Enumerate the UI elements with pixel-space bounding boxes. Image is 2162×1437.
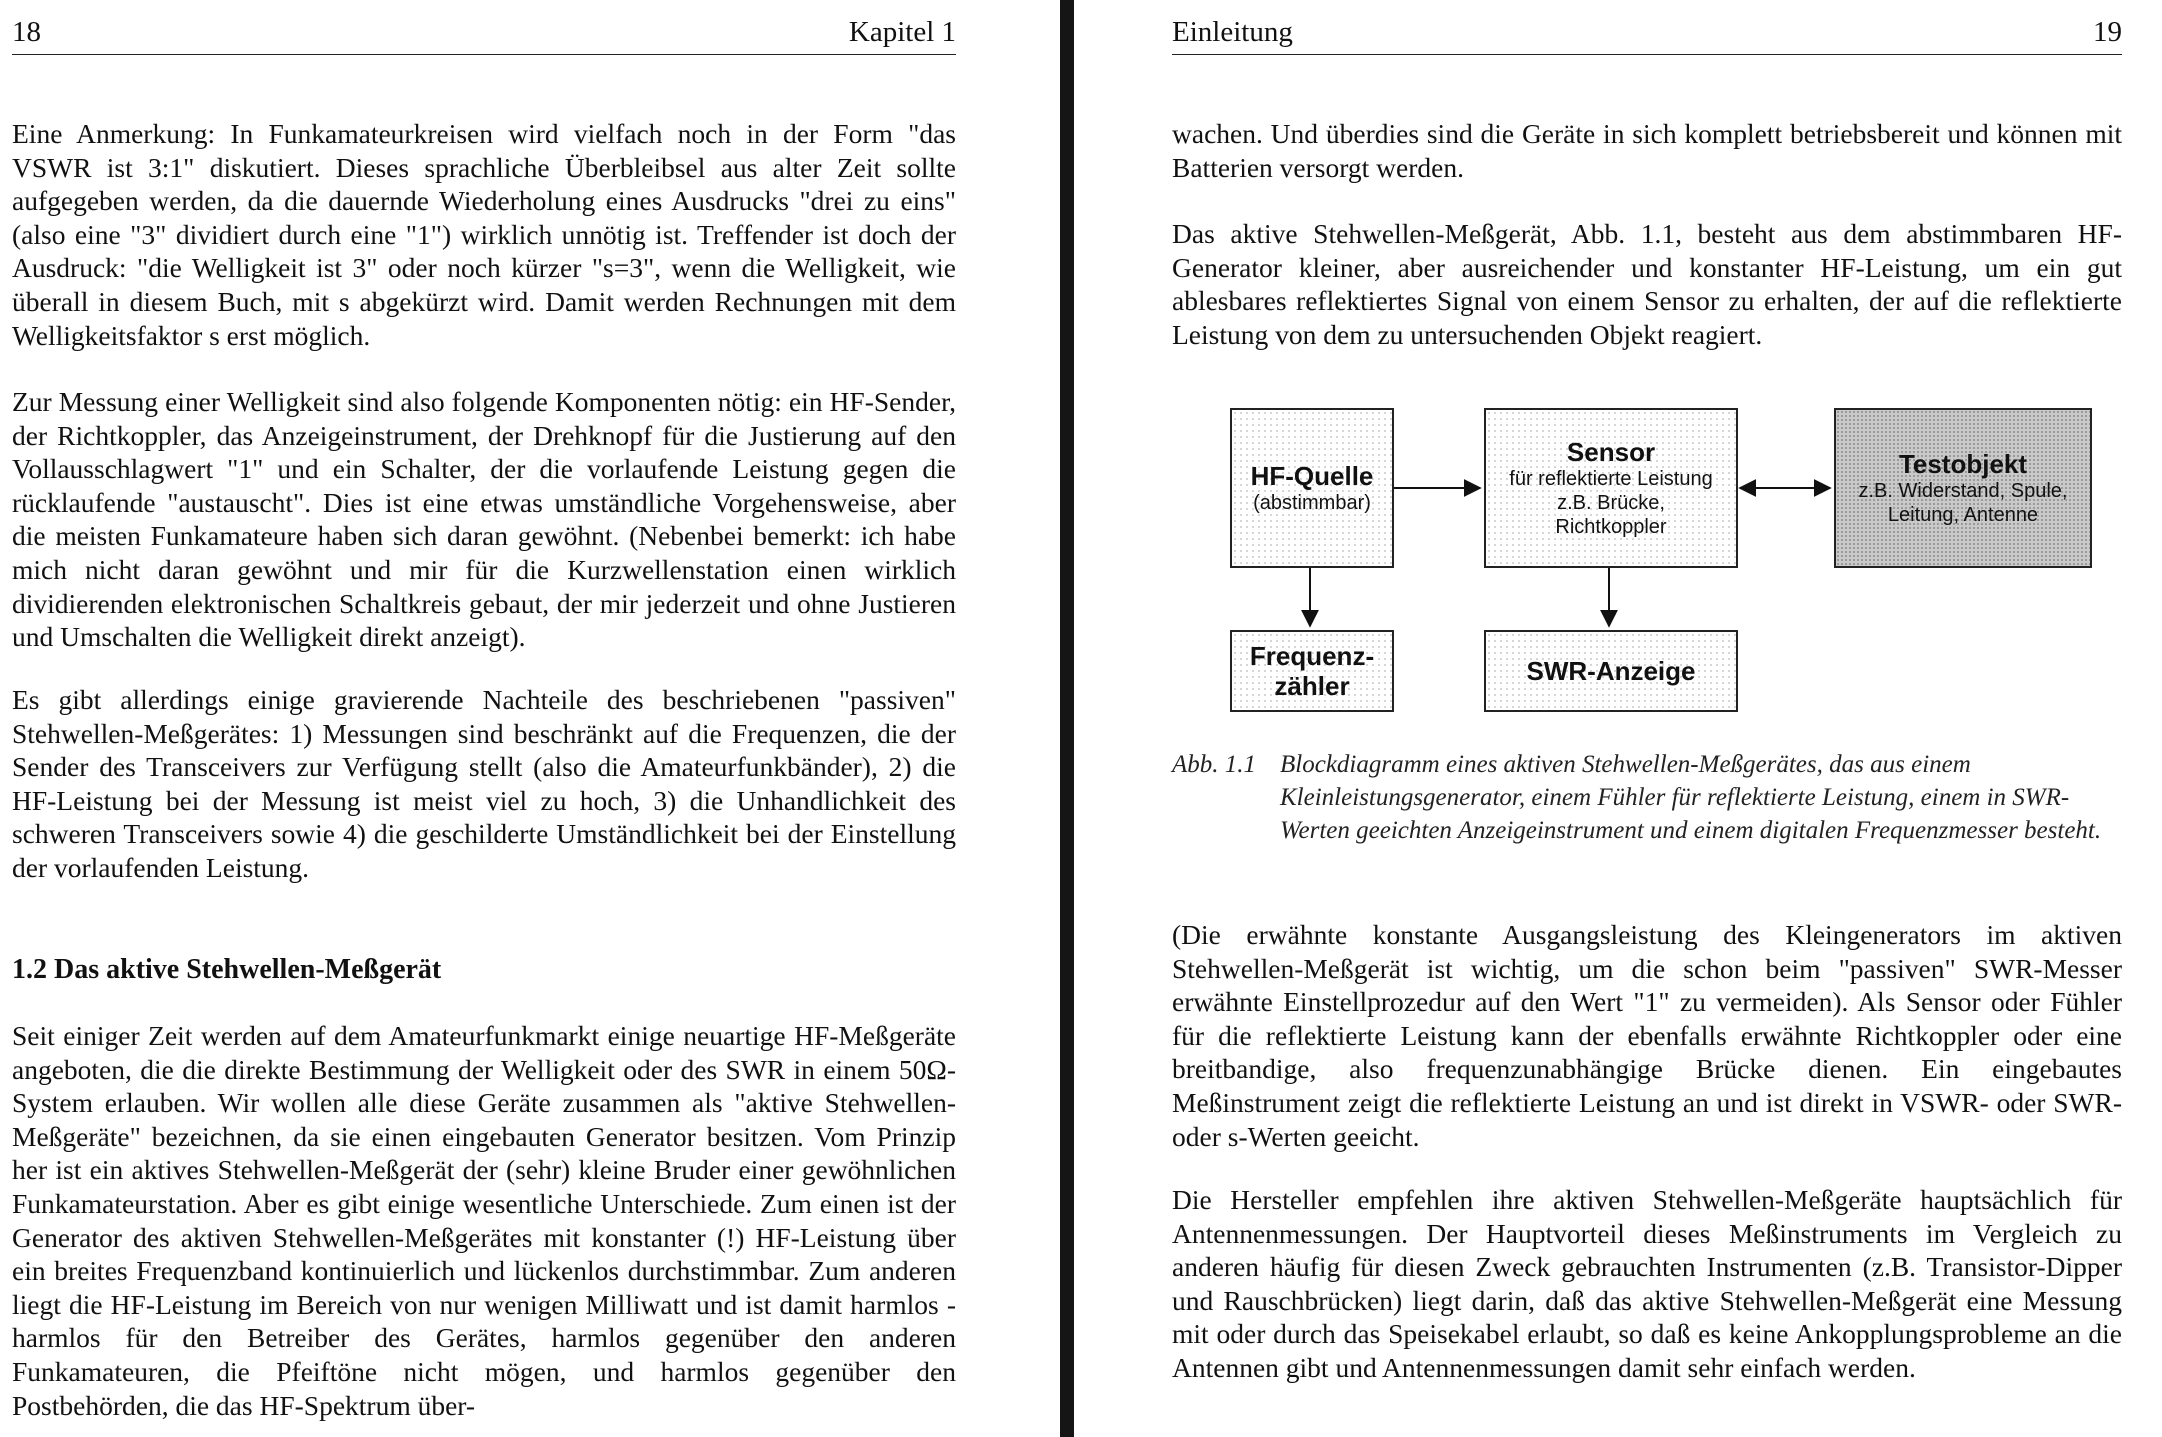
- section-heading: 1.2 Das aktive Stehwellen-Meßgerät: [12, 954, 442, 985]
- left-page: [0, 0, 1055, 1437]
- paragraph: Seit einiger Zeit werden auf dem Amateurfunkmarkt einige neuartige HF-Meßgeräte angeboten, die die direkte Bestimmung der Welligkeit oder des SWR in einem 50Ω-System erlauben. Wir wollen alle diese Geräte zusammen als "aktive Stehwellen-Meßgeräte" bezeichnen, da sie einen eingebauten Generator besitzen. Vom Prinzip her ist ein aktives Stehwellen-Meßgerät der (sehr) kleine Bruder einer gewöhnlichen Funkamateurstation. Aber es gibt einige wesentliche Unterschiede. Zum einen ist der Generator des aktiven Stehwellen-Meßgerätes mit konstanter (!) HF-Leistung über ein breites Frequenzband kontinuierlich und lückenlos durchstimmbar. Zum anderen liegt die HF-Leistung im Bereich von nur wenigen Milliwatt und ist damit harmlos - harmlos für den Betreiber des Gerätes, harmlos gegenüber den anderen Funkamateuren, die Pfeiftöne nicht mögen, und harmlos gegenüber den Postbehörden, die das HF-Spektrum über-: [12, 1020, 956, 1421]
- paragraph: (Die erwähnte konstante Ausgangsleistung des Kleingenerators im aktiven Stehwellen-Meßgerät ist wichtig, um die schon beim "passiven" SWR-Messer erwähnte Einstellprozedur auf den Wert "1" zu vermeiden). Als Sensor oder Fühler für die reflektierte Leistung kann der ebenfalls erwähnte Richtkoppler oder eine breitbandige, also frequenzunabhängige Brücke dienen. Ein eingebautes Meßinstrument zeigt die reflektierte Leistung an und ist direkt in VSWR- oder SWR- oder s-Werten geeicht.: [1172, 919, 2122, 1152]
- book-spine: [1060, 0, 1074, 1437]
- caption-text: Blockdiagramm eines aktiven Stehwellen-Meßgerätes, das aus einem Kleinleistungsgenerator, einem Fühler für reflektierte Leistung, einem in SWR-Werten geeichten Anzeigeinstrument und einem digitalen Frequenzmesser besteht.: [1280, 751, 2102, 844]
- frequenzzaehler-box: Frequenz- zähler: [1230, 630, 1394, 712]
- paragraph: Es gibt allerdings einige gravierende Nachteile des beschriebenen "passiven" Stehwellen-Meßgerätes: 1) Messungen sind beschränkt auf die Frequenzen, die der Sender des Transceivers zur Verfügung stellt (also die Amateurfunkbänder), 2) die HF-Leistung bei der Messung ist meist viel zu hoch, 3) die Unhandlichkeit des schweren Transceivers sowie 4) die geschilderte Umständlichkeit bei der Einstellung der vorlaufenden Leistung.: [12, 684, 956, 883]
- paragraph: Zur Messung einer Welligkeit sind also folgende Komponenten nötig: ein HF-Sender, der Richtkoppler, das Anzeigeinstrument, der Drehknopf für die Justierung auf den Vollausschlagwert "1" und ein Schalter, der die vorlaufende Leistung gegen die rücklaufende "austauscht". Dies ist eine etwas umständliche Vorgehensweise, aber die meisten Funkamateure haben sich daran gewöhnt. (Nebenbei bemerkt: ich habe mich nicht daran gewöhnt und mir für die Kurzwellenstation einen wirklich dividierenden elektronischen Schaltkreis gebaut, der mir jederzeit und ohne Justieren und Umschalten die Welligkeit direkt anzeigt).: [12, 386, 956, 653]
- diagram-arrows: [1080, 0, 2162, 760]
- chapter-title: Einleitung: [1172, 16, 1293, 48]
- page-number: 19: [2093, 16, 2122, 48]
- swr-anzeige-box: SWR-Anzeige: [1484, 630, 1738, 712]
- chapter-title: Kapitel 1: [848, 16, 956, 48]
- running-head: [12, 14, 956, 55]
- page-number: 18: [12, 16, 41, 48]
- paragraph: Die Hersteller empfehlen ihre aktiven Stehwellen-Meßgeräte hauptsächlich für Antennenmessungen. Der Hauptvorteil dieses Meßinstruments im Vergleich zu anderen häufig für diesen Zweck gebrauchten Instrumenten (z.B. Transistor-Dipper und Rauschbrücken) liegt darin, daß das aktive Stehwellen-Meßgerät eine Messung mit oder durch das Speisekabel erlaubt, so daß es keine Ankopplungsprobleme an die Antennen gibt und Antennenmessungen damit sehr einfach werden.: [1172, 1184, 2122, 1383]
- hf-quelle-box: HF-Quelle (abstimmbar): [1230, 408, 1394, 568]
- right-page: [1080, 0, 2162, 1437]
- paragraph: Das aktive Stehwellen-Meßgerät, Abb. 1.1, besteht aus dem abstimmbaren HF-Generator kleiner, aber ausreichender und konstanter HF-Leistung, um ein gut ablesbares reflektiertes Signal von einem Sensor zu erhalten, der auf die reflektierte Leistung von dem zu untersuchenden Objekt reagiert.: [1172, 218, 2122, 350]
- testobjekt-box: Testobjekt z.B. Widerstand, Spule, Leitung, Antenne: [1834, 408, 2092, 568]
- caption-label: Abb. 1.1: [1172, 751, 1257, 778]
- paragraph: wachen. Und überdies sind die Geräte in sich komplett betriebsbereit und können mit Batterien versorgt werden.: [1172, 118, 2122, 183]
- paragraph: Eine Anmerkung: In Funkamateurkreisen wird vielfach noch in der Form "das VSWR ist 3:1" diskutiert. Dieses sprachliche Überbleibsel aus alter Zeit sollte aufgegeben werden, da die dauernde Wiederholung eines Ausdrucks "drei zu eins" (also eine "3" dividiert durch eine "1") wirklich unnötig ist. Treffender ist doch der Ausdruck: "die Welligkeit ist 3" oder noch kürzer "s=3", wenn die Welligkeit, wie überall in diesem Buch, mit s abgekürzt wird. Damit werden Rechnungen mit dem Welligkeitsfaktor s erst möglich.: [12, 118, 956, 351]
- sensor-box: Sensor für reflektierte Leistung z.B. Brücke, Richtkoppler: [1484, 408, 1738, 568]
